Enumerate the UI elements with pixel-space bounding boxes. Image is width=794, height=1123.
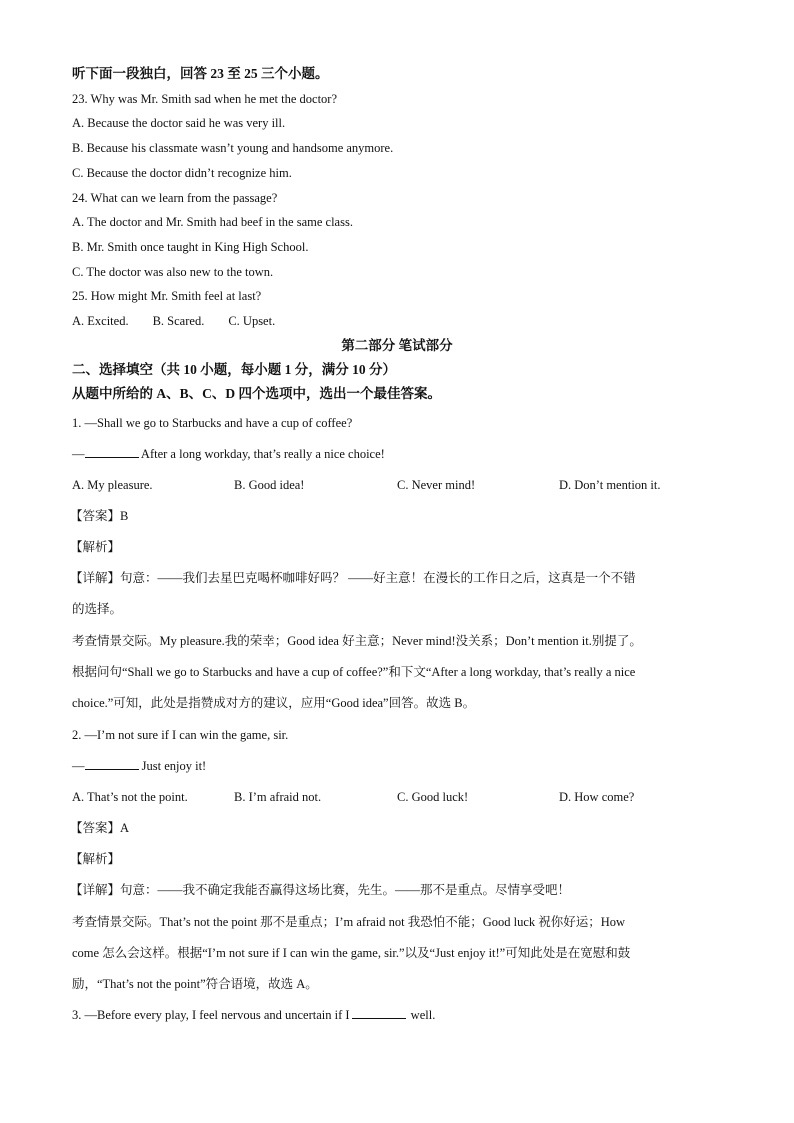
question-1-reply bbox=[72, 446, 385, 462]
question-25-option-c: C. Upset. bbox=[228, 314, 276, 328]
question-1-option-d: D. Don’t mention it. bbox=[559, 478, 661, 492]
part-title: 第二部分 笔试部分 bbox=[341, 338, 453, 353]
question-2-options bbox=[72, 789, 634, 805]
question-2-option-a: A. That’s not the point. bbox=[72, 790, 188, 804]
question-3-prompt-text: 3. —Before every play, I feel nervous and uncertain if I bbox=[72, 1008, 350, 1022]
question-1-detail-4: 根据问句“Shall we go to Starbucks and have a cup of coffee?”和下文“After a long workday, that’s really a nice bbox=[72, 665, 636, 679]
question-3-prompt-end: well. bbox=[407, 1008, 436, 1022]
question-1-analysis-label: 【解析】 bbox=[70, 540, 121, 554]
answer-blank bbox=[85, 446, 139, 458]
question-2-detail-3: come 怎么会这样。根据“I’m not sure if I can win the game, sir.”以及“Just enjoy it!”可知此处是在宽慰和鼓 bbox=[72, 946, 631, 960]
question-1-reply-text: After a long workday, that’s really a nice choice! bbox=[138, 447, 385, 461]
question-1-detail-5: choice.”可知，此处是指赞成对方的建议，应用“Good idea”回答。故选 B。 bbox=[72, 696, 476, 710]
question-23: 23. Why was Mr. Smith sad when he met the doctor? bbox=[72, 92, 338, 106]
question-2-option-c: C. Good luck! bbox=[397, 790, 469, 804]
question-2-detail-1: 【详解】句意：——我不确定我能否赢得这场比赛，先生。——那不是重点。尽情享受吧！ bbox=[70, 883, 571, 897]
section-heading: 二、选择填空（共 10 小题，每小题 1 分，满分 10 分） bbox=[72, 362, 396, 377]
question-2-analysis-label: 【解析】 bbox=[70, 852, 121, 866]
question-3-prompt bbox=[72, 1007, 435, 1023]
section-instruction: 从题中所给的 A、B、C、D 四个选项中，选出一个最佳答案。 bbox=[72, 386, 442, 401]
question-25-option-b: B. Scared. bbox=[152, 314, 205, 328]
question-23-option-a: A. Because the doctor said he was very ill. bbox=[72, 116, 286, 130]
dash: — bbox=[72, 759, 85, 773]
question-1-option-c: C. Never mind! bbox=[397, 478, 476, 492]
question-2-answer: 【答案】A bbox=[70, 821, 130, 835]
question-1-options bbox=[72, 477, 661, 493]
answer-blank bbox=[85, 758, 139, 770]
question-2-reply-text: Just enjoy it! bbox=[138, 759, 207, 773]
question-1-answer: 【答案】B bbox=[70, 509, 129, 523]
dash: — bbox=[72, 447, 85, 461]
question-1-detail-2: 的选择。 bbox=[72, 602, 123, 616]
question-24-option-c: C. The doctor was also new to the town. bbox=[72, 265, 274, 279]
question-23-option-c: C. Because the doctor didn’t recognize him. bbox=[72, 166, 292, 180]
question-2-detail-4: 励，“That’s not the point”符合语境，故选 A。 bbox=[72, 977, 318, 991]
question-24: 24. What can we learn from the passage? bbox=[72, 191, 278, 205]
question-25-option-a: A. Excited. bbox=[72, 314, 129, 328]
question-2-reply bbox=[72, 758, 206, 774]
question-1-detail-3: 考查情景交际。My pleasure.我的荣幸；Good idea 好主意；Never mind!没关系；Don’t mention it.别提了。 bbox=[72, 634, 642, 648]
question-1-option-b: B. Good idea! bbox=[234, 478, 305, 492]
question-23-option-b: B. Because his classmate wasn’t young and handsome anymore. bbox=[72, 141, 394, 155]
question-2-detail-2: 考查情景交际。That’s not the point 那不是重点；I’m afraid not 我恐怕不能；Good luck 祝你好运；How bbox=[72, 915, 626, 929]
listening-heading: 听下面一段独白，回答 23 至 25 三个小题。 bbox=[72, 66, 329, 81]
answer-blank bbox=[352, 1007, 406, 1019]
question-2-option-d: D. How come? bbox=[559, 790, 635, 804]
question-1-option-a: A. My pleasure. bbox=[72, 478, 153, 492]
question-24-option-a: A. The doctor and Mr. Smith had beef in the same class. bbox=[72, 215, 353, 229]
question-1-detail-1: 【详解】句意：——我们去星巴克喝杯咖啡好吗？ ——好主意！在漫长的工作日之后，这真是一个不错 bbox=[70, 571, 636, 585]
question-24-option-b: B. Mr. Smith once taught in King High School. bbox=[72, 240, 309, 254]
question-2-option-b: B. I’m afraid not. bbox=[234, 790, 322, 804]
question-25: 25. How might Mr. Smith feel at last? bbox=[72, 289, 262, 303]
question-25-options bbox=[72, 313, 299, 329]
question-2-prompt: 2. —I’m not sure if I can win the game, sir. bbox=[72, 728, 289, 742]
question-1-prompt: 1. —Shall we go to Starbucks and have a cup of coffee? bbox=[72, 416, 353, 430]
